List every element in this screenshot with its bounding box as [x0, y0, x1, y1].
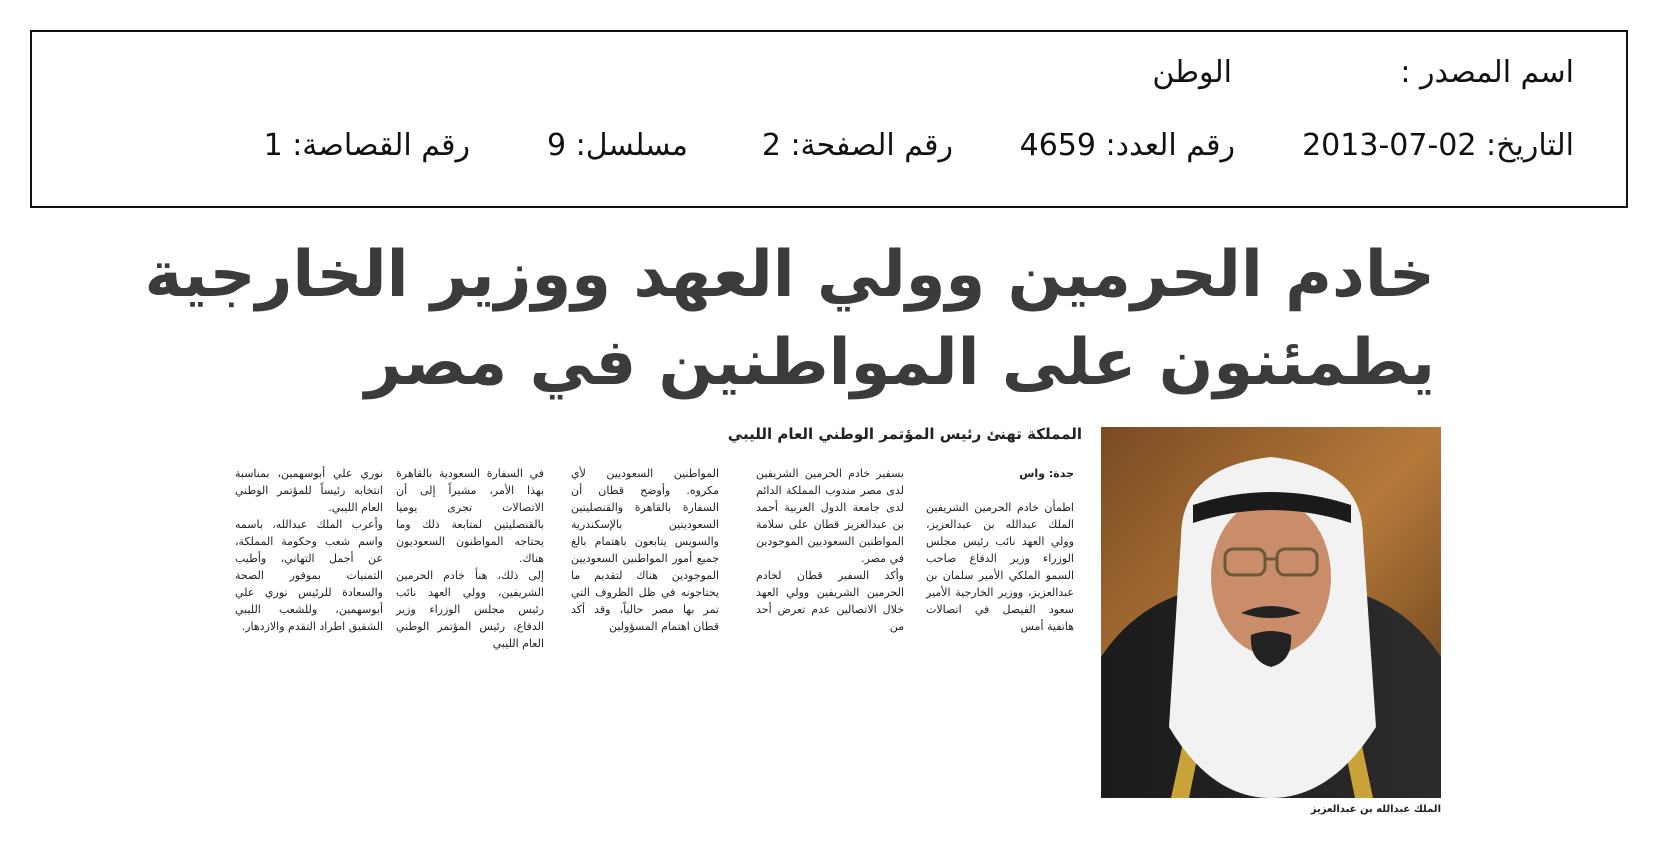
column-5-text-b: وأعرب الملك عبدالله، باسمه واسم شعب وحكومة المملكة، عن أجمل التهاني، وأطيب التمنيات بموفور الصحة والسعادة للرئيس نوري علي أبوسهمين، وللشعب الليبي الشقيق اطراد التقدم والازدهار.: [235, 518, 383, 633]
clip-number-field: رقم القصاصة: 1: [263, 128, 470, 163]
column-2-text-b: وأكد السفير قطان لخادم الحرمين الشريفين وولي العهد خلال الاتصالين عدم تعرض أحد من: [756, 569, 904, 633]
issue-number-field: رقم العدد: 4659: [1019, 128, 1235, 163]
article-dateline: جدة: واس: [1019, 467, 1074, 480]
article-column-5: [235, 465, 383, 635]
article-column-2: [756, 465, 904, 635]
date-field: التاريخ: 02-07-2013: [1302, 128, 1574, 163]
column-5-text-a: نوري علي أبوسهمين، بمناسبة انتخابه رئيساً للمؤتمر الوطني العام الليبي.: [235, 467, 383, 514]
headline-line-2: يطمئنون على المواطنين في مصر: [364, 326, 1435, 400]
headline-line-1: خادم الحرمين وولي العهد ووزير الخارجية: [144, 238, 1435, 312]
photo-caption: الملك عبدالله بن عبدالعزيز: [1310, 804, 1441, 815]
source-info-box: [30, 30, 1628, 208]
column-4-text-a: في السفارة السعودية بالقاهرة بهذا الأمر، مشيراً إلى أن الاتصالات تجرى يوميا بالقنصليتين لمتابعة ذلك وما يحتاجه المواطنون السعوديون هناك.: [396, 467, 544, 565]
source-value: الوطن: [1152, 55, 1232, 90]
column-1-text: اطمأن خادم الحرمين الشريفين الملك عبدالله بن عبدالعزيز، وولي العهد نائب رئيس مجلس الوزراء وزير الدفاع صاحب السمو الملكي الأمير سلمان بن عبدالعزيز، ووزير الخارجية الأمير سعود الفيصل في اتصالات هاتفية أمس: [926, 501, 1074, 633]
article-column-1: [926, 465, 1074, 635]
serial-field: مسلسل: 9: [547, 128, 688, 163]
page-number-field: رقم الصفحة: 2: [761, 128, 953, 163]
article-column-4: [396, 465, 544, 652]
column-3-text: المواطنين السعوديين لأي مكروه. وأوضح قطان أن السفارة بالقاهرة والقنصليتين السعوديتين بالإسكندرية والسويس يتابعون باهتمام بالغ جميع أمور المواطنين السعوديين الموجودين هناك لتقديم ما يحتاجونه في ظل الظروف التي تمر بها مصر حالياً، وقد أكد قطان اهتمام المسؤولين: [571, 467, 719, 633]
article-subhead: المملكة تهنئ رئيس المؤتمر الوطني العام الليبي: [727, 425, 1082, 443]
article-column-3: [571, 465, 719, 635]
source-label: اسم المصدر :: [1400, 55, 1574, 90]
column-2-text-a: بسفير خادم الحرمين الشريفين لدى مصر مندوب المملكة الدائم لدى جامعة الدول العربية أحمد بن عبدالعزيز قطان على سلامة المواطنين السعوديين الموجودين في مصر.: [756, 467, 904, 565]
portrait-photo: [1101, 427, 1441, 798]
column-4-text-b: إلى ذلك، هنأ خادم الحرمين الشريفين، وولي العهد نائب رئيس مجلس الوزراء وزير الدفاع، رئيس المؤتمر الوطني العام الليبي: [396, 569, 544, 650]
